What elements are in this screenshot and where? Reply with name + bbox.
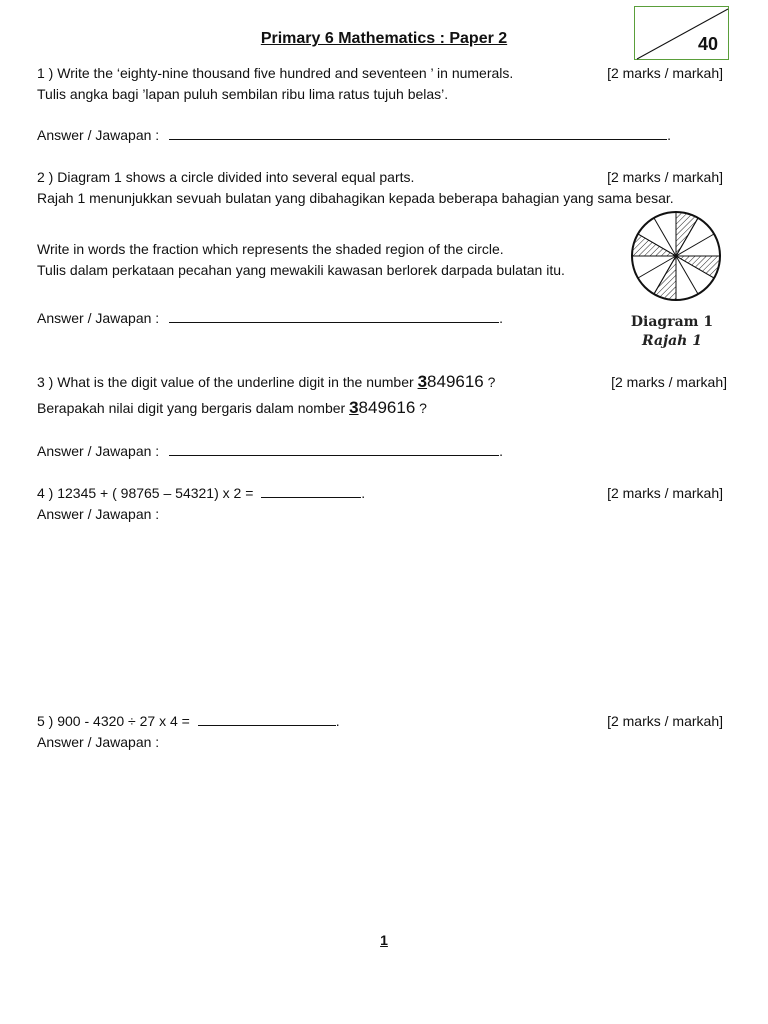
- q3-text-en-pre: 3 ) What is the digit value of the underline digit in the number: [37, 374, 414, 390]
- q1-answer-line[interactable]: [169, 127, 667, 140]
- q2-answer-label: Answer / Jawapan :: [37, 310, 160, 326]
- q3-question-mark: ?: [487, 374, 496, 390]
- q3-number-rest: 849616: [427, 372, 484, 391]
- q4-answer-line[interactable]: [261, 485, 361, 498]
- q5-row: [37, 713, 340, 729]
- diagram-label-en: Diagram 1: [630, 314, 714, 330]
- q5-text: 5 ) 900 - 4320 ÷ 27 x 4 =: [37, 713, 190, 729]
- q3-answer-row: [37, 443, 503, 459]
- q1-text-en: 1 ) Write the ‘eighty-nine thousand five hundred and seventeen ’ in numerals.: [37, 65, 514, 81]
- q5-answer-line[interactable]: [198, 713, 336, 726]
- q2-text-en: 2 ) Diagram 1 shows a circle divided into several equal parts.: [37, 169, 415, 185]
- q4-text: 4 ) 12345 + ( 98765 – 54321) x 2 =: [37, 485, 254, 501]
- q2-answer-end: .: [499, 310, 503, 326]
- q5-marks: [2 marks / markah]: [607, 713, 723, 729]
- q3-text-ms-pre: Berapakah nilai digit yang bergaris dalam nomber: [37, 400, 346, 416]
- q4-row: [37, 485, 365, 501]
- q4-answer-label: Answer / Jawapan :: [37, 506, 160, 522]
- q2-answer-line[interactable]: [169, 310, 499, 323]
- page-number: 1: [380, 932, 388, 948]
- q2-answer-row: [37, 310, 503, 326]
- page-title: Primary 6 Mathematics : Paper 2: [260, 30, 508, 47]
- diagram-1: [622, 210, 732, 355]
- q3-answer-line[interactable]: [169, 443, 499, 456]
- q1-answer-row: [37, 127, 671, 143]
- q1-answer-end: .: [667, 127, 671, 143]
- q3-underlined-digit-ms: 3: [349, 398, 359, 417]
- circle-diagram: [622, 210, 732, 310]
- q3-text-en: [37, 372, 495, 392]
- q3-answer-label: Answer / Jawapan :: [37, 443, 160, 459]
- q3-marks: [2 marks / markah]: [611, 374, 727, 390]
- q4-end: .: [361, 485, 366, 501]
- q3-number-rest-ms: 849616: [358, 398, 416, 417]
- q3-text-ms: [37, 398, 427, 418]
- q1-text-ms: Tulis angka bagi ’lapan puluh sembilan ribu lima ratus tujuh belas’.: [37, 86, 449, 102]
- q3-underlined-digit: 3: [417, 372, 428, 391]
- q2-instruction-en: Write in words the fraction which represents the shaded region of the circle.: [37, 241, 504, 257]
- q2-instruction-ms: Tulis dalam perkataan pecahan yang mewakili kawasan berlorek darpada bulatan itu.: [37, 262, 565, 278]
- score-box: [634, 6, 729, 60]
- q1-marks: [2 marks / markah]: [607, 65, 723, 81]
- q2-marks: [2 marks / markah]: [607, 169, 723, 185]
- q5-end: .: [335, 713, 340, 729]
- diagram-label-ms: Rajah 1: [642, 333, 702, 349]
- total-score: 40: [697, 34, 718, 54]
- q3-answer-end: .: [499, 443, 503, 459]
- q4-marks: [2 marks / markah]: [607, 485, 723, 501]
- q5-answer-label: Answer / Jawapan :: [37, 734, 160, 750]
- q2-text-ms: Rajah 1 menunjukkan sevuah bulatan yang dibahagikan kepada beberapa bahagian yang sama besar.: [37, 190, 674, 206]
- q3-question-mark-ms: ?: [419, 400, 427, 416]
- q1-answer-label: Answer / Jawapan :: [37, 127, 160, 143]
